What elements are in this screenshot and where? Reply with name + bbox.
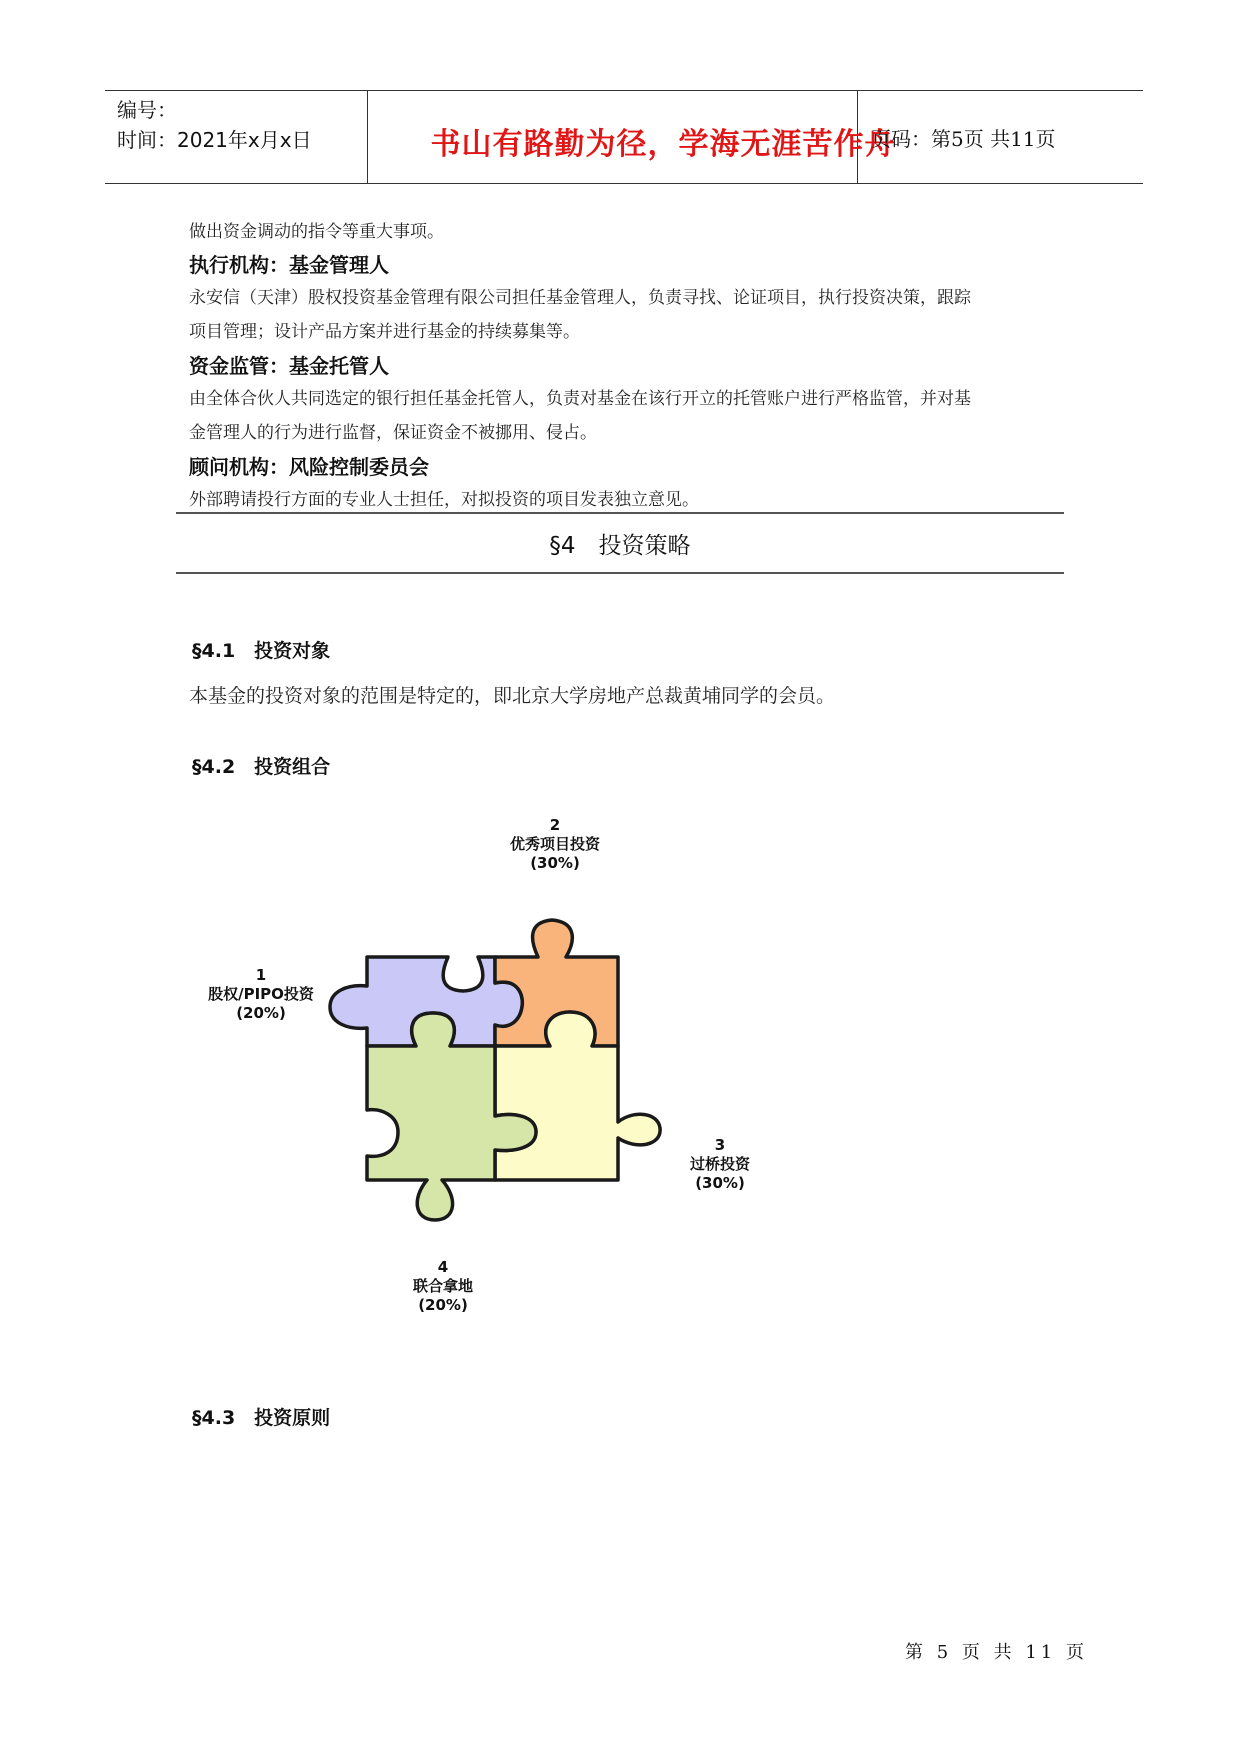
subsection-4-1-title: §4.1 投资对象 xyxy=(192,640,331,662)
subsection-4-2-title: §4.2 投资组合 xyxy=(192,756,331,778)
puzzle-label-3: 3 过桥投资 (30%) xyxy=(689,1136,750,1192)
section-rule-bottom xyxy=(176,572,1064,574)
exec-text-1: 永安信（天津）股权投资基金管理有限公司担任基金管理人，负责寻找、论证项目，执行投资决策，跟踪 xyxy=(189,288,971,308)
exec-heading: 执行机构：基金管理人 xyxy=(189,253,389,277)
custody-heading: 资金监管：基金托管人 xyxy=(189,354,389,378)
subsection-4-3-title: §4.3 投资原则 xyxy=(192,1407,331,1429)
section-title: §4 投资策略 xyxy=(549,533,691,559)
puzzle-label-4: 4 联合拿地 (20%) xyxy=(412,1258,473,1314)
header-motto: 书山有路勤为径，学海无涯苦作舟 xyxy=(430,127,896,162)
custody-text-2: 金管理人的行为进行监督，保证资金不被挪用、侵占。 xyxy=(189,423,597,443)
page-footer: 第 5 页 共 11 页 xyxy=(905,1642,1088,1663)
puzzle-label-2: 2 优秀项目投资 (30%) xyxy=(509,816,600,872)
section-rule-top xyxy=(176,512,1064,514)
header-meta xyxy=(117,95,312,155)
portfolio-puzzle-diagram xyxy=(300,880,720,1240)
custody-text-1: 由全体合伙人共同选定的银行担任基金托管人，负责对基金在该行开立的托管账户进行严格监管，并对基 xyxy=(189,389,971,409)
header-number-label: 编号： xyxy=(117,98,177,122)
puzzle-label-1: 1 股权/PIPO投资 (20%) xyxy=(208,966,314,1022)
exec-text-2: 项目管理；设计产品方案并进行基金的持续募集等。 xyxy=(189,322,580,342)
header-page-info: 页码：第5页 共11页 xyxy=(871,127,1056,151)
header-divider xyxy=(367,91,368,183)
advisor-text: 外部聘请投行方面的专业人士担任，对拟投资的项目发表独立意见。 xyxy=(189,490,699,510)
advisor-heading: 顾问机构：风险控制委员会 xyxy=(189,455,429,479)
page-header xyxy=(105,90,1143,184)
header-time-label: 时间：2021年x月x日 xyxy=(117,128,312,152)
subsection-4-1-text: 本基金的投资对象的范围是特定的，即北京大学房地产总裁黄埔同学的会员。 xyxy=(189,685,836,707)
intro-line: 做出资金调动的指令等重大事项。 xyxy=(189,222,444,242)
